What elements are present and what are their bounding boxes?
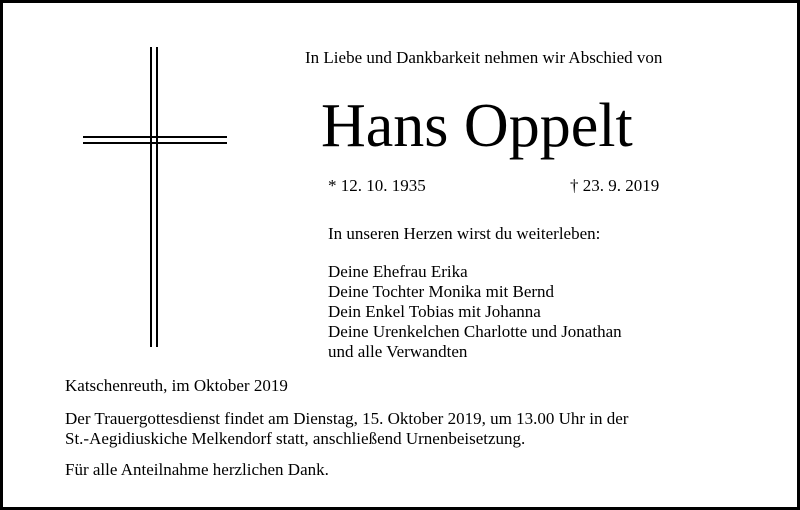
service-info	[65, 409, 628, 449]
birth-date: * 12. 10. 1935	[328, 176, 426, 195]
cross-icon	[83, 47, 227, 347]
mourner-item: und alle Verwandten	[328, 342, 468, 361]
mourner-item: Deine Urenkelchen Charlotte und Jonathan	[328, 322, 622, 341]
place-date: Katschenreuth, im Oktober 2019	[65, 376, 288, 395]
mourner-item: Dein Enkel Tobias mit Johanna	[328, 302, 541, 321]
service-line: St.-Aegidiuskiche Melkendorf statt, anschließend Urnenbeisetzung.	[65, 429, 526, 448]
service-line: Der Trauergottesdienst findet am Dienstag, 15. Oktober 2019, um 13.00 Uhr in der	[65, 409, 629, 428]
mourner-item: Deine Ehefrau Erika	[328, 262, 468, 281]
death-date: † 23. 9. 2019	[570, 176, 660, 195]
mourners-list	[328, 262, 622, 362]
thanks-text: Für alle Anteilnahme herzlichen Dank.	[65, 460, 329, 479]
mourner-item: Deine Tochter Monika mit Bernd	[328, 282, 555, 301]
deceased-name: Hans Oppelt	[321, 92, 633, 160]
motto-text: In unseren Herzen wirst du weiterleben:	[328, 224, 601, 243]
intro-text: In Liebe und Dankbarkeit nehmen wir Abschied von	[305, 48, 663, 67]
